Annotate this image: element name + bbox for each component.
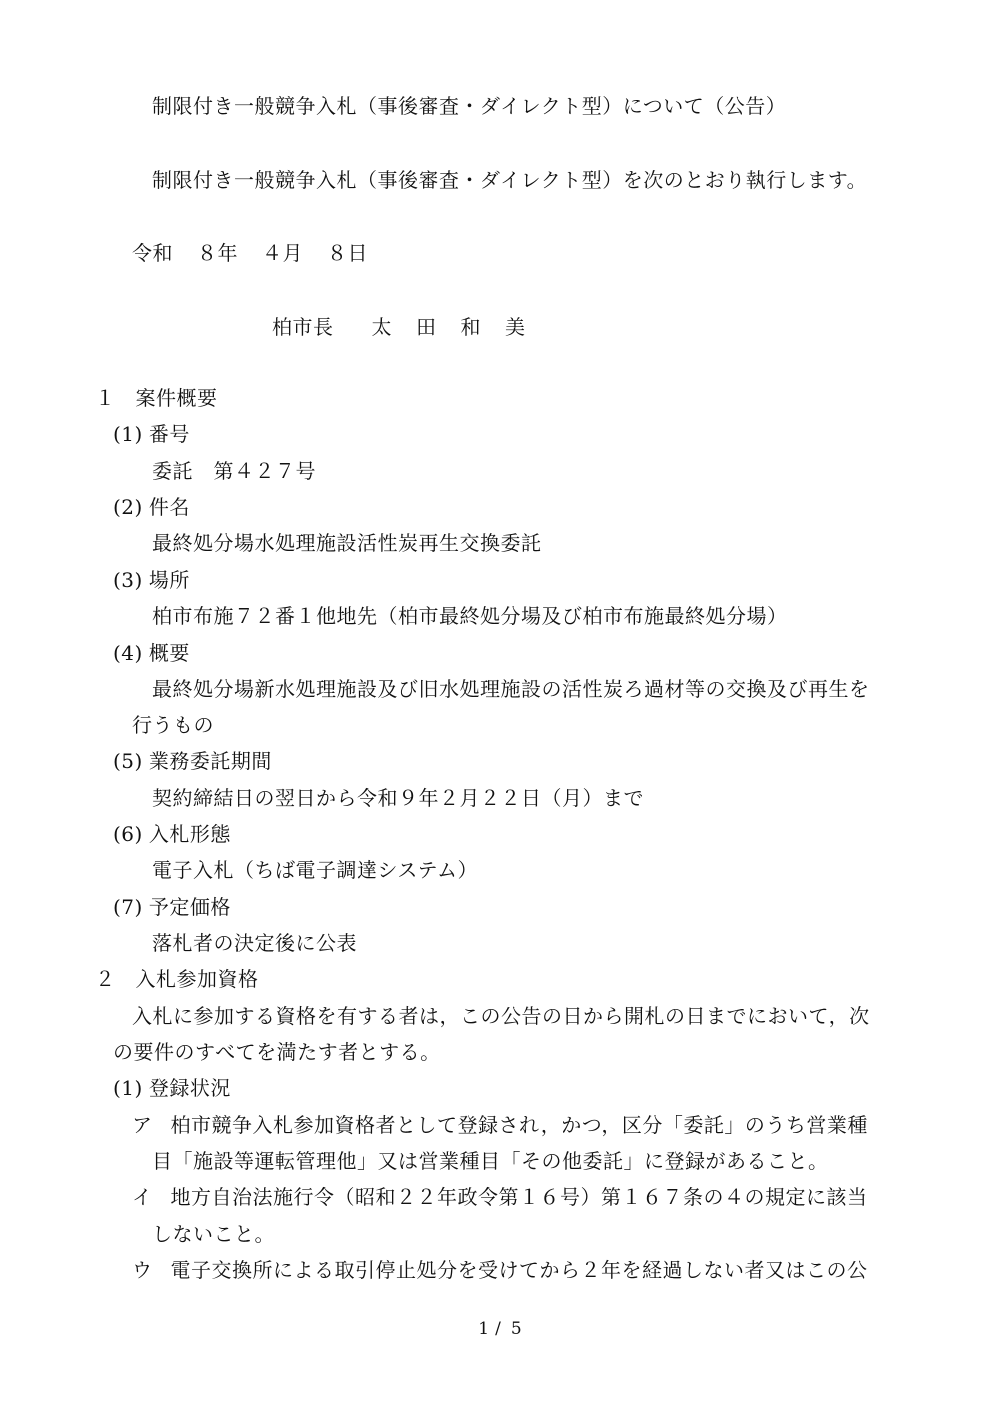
item-heading: [113, 640, 190, 666]
requirement-item: [132, 1184, 868, 1210]
subsection-title: 登録状況: [148, 1076, 231, 1100]
item-heading: [113, 894, 231, 920]
item-body: 委託 第４２７号: [152, 459, 316, 483]
item-heading: [113, 567, 190, 593]
page-number: [0, 1318, 1000, 1340]
requirement-text: 柏市競争入札参加資格者として登録され，かつ，区分「委託」のうち営業種: [170, 1113, 868, 1137]
requirement-text-continued: しないこと。: [152, 1222, 275, 1246]
date-day: ８日: [327, 241, 368, 265]
item-label: (6): [113, 822, 143, 846]
item-heading: [113, 748, 272, 774]
item-heading: [113, 494, 190, 520]
item-title: 入札形態: [148, 822, 231, 846]
item-label: (3): [113, 568, 143, 592]
section-heading: [95, 385, 218, 411]
item-label: (1): [113, 422, 143, 446]
page-separator: /: [495, 1319, 501, 1339]
requirement-item: [132, 1257, 868, 1283]
item-body: 落札者の決定後に公表: [152, 931, 357, 955]
item-title: 場所: [148, 568, 190, 592]
section-heading: [95, 966, 259, 992]
item-heading: [113, 421, 190, 447]
requirement-item: [132, 1112, 868, 1138]
signature-title: 柏市長: [272, 315, 334, 339]
notice-intro: 制限付き一般競争入札（事後審査・ダイレクト型）を次のとおり執行します。: [152, 168, 868, 192]
notice-title: 制限付き一般競争入札（事後審査・ダイレクト型）について（公告）: [152, 94, 787, 118]
item-title: 業務委託期間: [148, 749, 272, 773]
requirement-marker: ア: [132, 1113, 153, 1137]
item-body: 最終処分場水処理施設活性炭再生交換委託: [152, 531, 542, 555]
item-title: 番号: [148, 422, 190, 446]
date-month: ４月: [262, 241, 303, 265]
item-label: (5): [113, 749, 143, 773]
item-body: 契約締結日の翌日から令和９年２月２２日（月）まで: [152, 786, 644, 810]
section-number: １: [95, 386, 116, 410]
section-title: 入札参加資格: [135, 967, 259, 991]
item-body: 電子入札（ちば電子調達システム）: [152, 858, 478, 882]
item-label: (2): [113, 495, 143, 519]
requirement-marker: ウ: [132, 1258, 153, 1282]
signature-name-char: 和: [460, 315, 481, 339]
notice-date: [132, 240, 368, 266]
date-era: 令和: [132, 241, 173, 265]
section-title: 案件概要: [135, 386, 218, 410]
item-heading: [113, 821, 231, 847]
signature-name-char: 美: [505, 315, 526, 339]
subsection-label: (1): [113, 1076, 143, 1100]
signature: [272, 314, 526, 340]
signature-name-char: 田: [416, 315, 437, 339]
section-intro: 入札に参加する資格を有する者は，この公告の日から開札の日までにおいて，次: [132, 1004, 870, 1028]
item-label: (4): [113, 641, 143, 665]
requirement-text: 電子交換所による取引停止処分を受けてから２年を経過しない者又はこの公: [170, 1258, 868, 1282]
section-intro-continued: の要件のすべてを満たす者とする。: [113, 1040, 441, 1064]
item-title: 予定価格: [148, 895, 231, 919]
signature-name-char: 太: [371, 315, 392, 339]
section-number: ２: [95, 967, 116, 991]
item-label: (7): [113, 895, 143, 919]
item-body: 最終処分場新水処理施設及び旧水処理施設の活性炭ろ過材等の交換及び再生を: [152, 677, 870, 701]
date-year: ８年: [197, 241, 238, 265]
requirement-text: 地方自治法施行令（昭和２２年政令第１６号）第１６７条の４の規定に該当: [170, 1185, 868, 1209]
item-title: 概要: [148, 641, 190, 665]
page-total: 5: [510, 1319, 522, 1339]
item-body: 柏市布施７２番１他地先（柏市最終処分場及び柏市布施最終処分場）: [152, 604, 788, 628]
requirement-text-continued: 目「施設等運転管理他」又は営業種目「その他委託」に登録があること。: [152, 1149, 829, 1173]
requirement-marker: イ: [132, 1185, 153, 1209]
item-body-continued: 行うもの: [132, 713, 214, 737]
item-title: 件名: [148, 495, 190, 519]
subsection-heading: [113, 1075, 231, 1101]
page-current: 1: [478, 1319, 490, 1339]
